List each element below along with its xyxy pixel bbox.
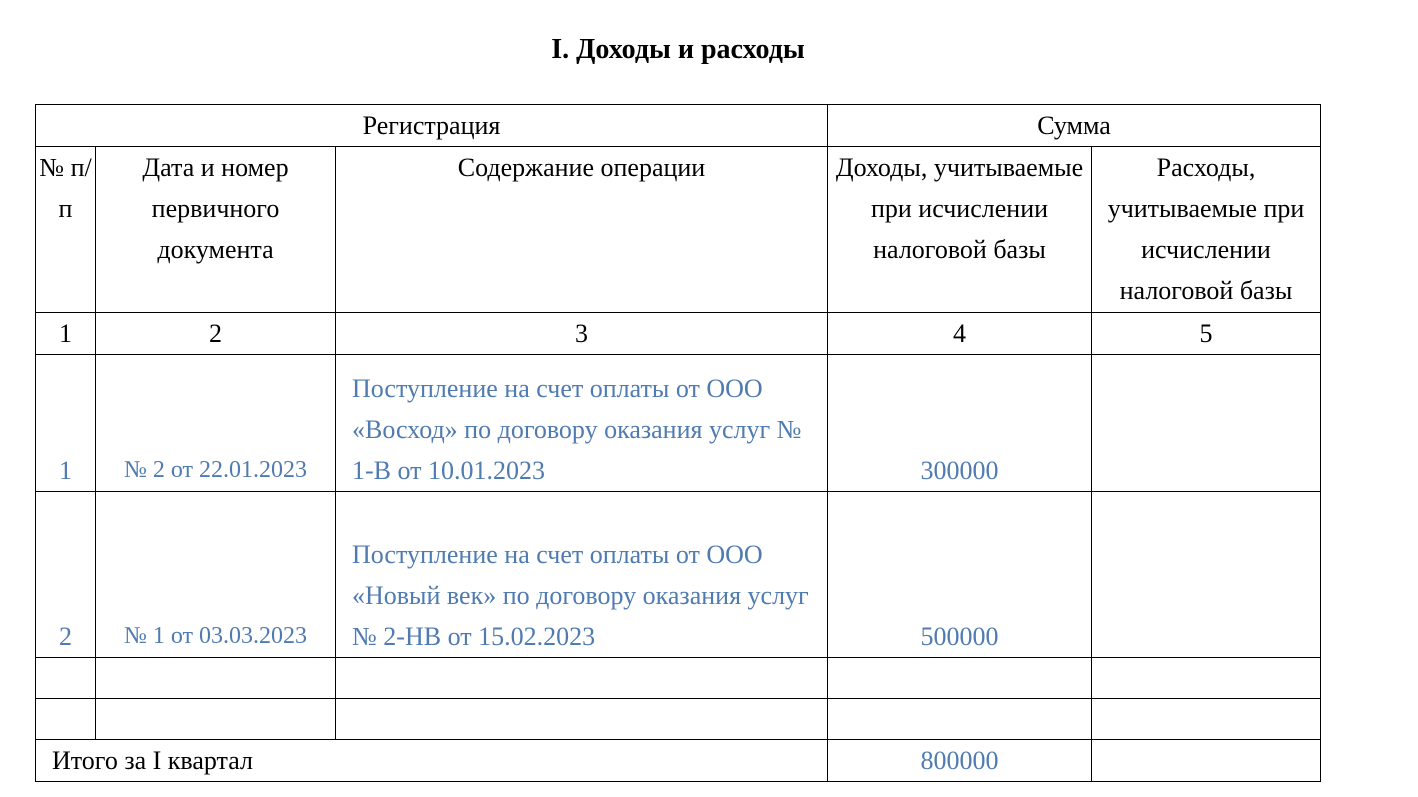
income-expense-table (35, 104, 1321, 782)
empty-cell[interactable] (1092, 699, 1321, 740)
total-label: Итого за I квартал (36, 740, 828, 782)
row-document[interactable]: № 1 от 03.03.2023 (96, 492, 336, 658)
row-income[interactable]: 300000 (828, 355, 1092, 492)
column-numbers-row (36, 313, 1321, 355)
empty-row (36, 658, 1321, 699)
total-row (36, 740, 1321, 782)
row-content[interactable]: Поступление на счет оплаты от ООО «Восход» по договору оказания услуг № 1-В от 10.01.2023 (336, 355, 828, 492)
row-number[interactable]: 2 (36, 492, 96, 658)
total-expense[interactable] (1092, 740, 1321, 782)
row-income[interactable]: 500000 (828, 492, 1092, 658)
empty-cell[interactable] (336, 699, 828, 740)
page-title: I. Доходы и расходы (551, 34, 805, 65)
column-number: 2 (96, 313, 336, 355)
empty-cell[interactable] (828, 699, 1092, 740)
col-document-header: Дата и номер первичного документа (96, 147, 336, 313)
empty-cell[interactable] (828, 658, 1092, 699)
column-number: 3 (336, 313, 828, 355)
col-income-header: Доходы, учитываемые при исчислении налоговой базы (828, 147, 1092, 313)
row-content[interactable]: Поступление на счет оплаты от ООО «Новый век» по договору оказания услуг № 2-НВ от 15.02.2023 (336, 492, 828, 658)
col-content-header: Содержание операции (336, 147, 828, 313)
row-expense[interactable] (1092, 355, 1321, 492)
row-number[interactable]: 1 (36, 355, 96, 492)
column-number: 1 (36, 313, 96, 355)
empty-cell[interactable] (1092, 658, 1321, 699)
registration-header: Регистрация (36, 105, 828, 147)
empty-cell[interactable] (336, 658, 828, 699)
header-row (36, 147, 1321, 313)
row-document[interactable]: № 2 от 22.01.2023 (96, 355, 336, 492)
empty-cell[interactable] (36, 699, 96, 740)
table-row (36, 492, 1321, 658)
row-expense[interactable] (1092, 492, 1321, 658)
table-row (36, 355, 1321, 492)
empty-row (36, 699, 1321, 740)
empty-cell[interactable] (36, 658, 96, 699)
header-group-row (36, 105, 1321, 147)
col-expense-header: Расходы, учитываемые при исчислении налоговой базы (1092, 147, 1321, 313)
col-number-header: № п/п (36, 147, 96, 313)
column-number: 5 (1092, 313, 1321, 355)
sum-header: Сумма (828, 105, 1321, 147)
empty-cell[interactable] (96, 699, 336, 740)
column-number: 4 (828, 313, 1092, 355)
empty-cell[interactable] (96, 658, 336, 699)
total-income[interactable]: 800000 (828, 740, 1092, 782)
